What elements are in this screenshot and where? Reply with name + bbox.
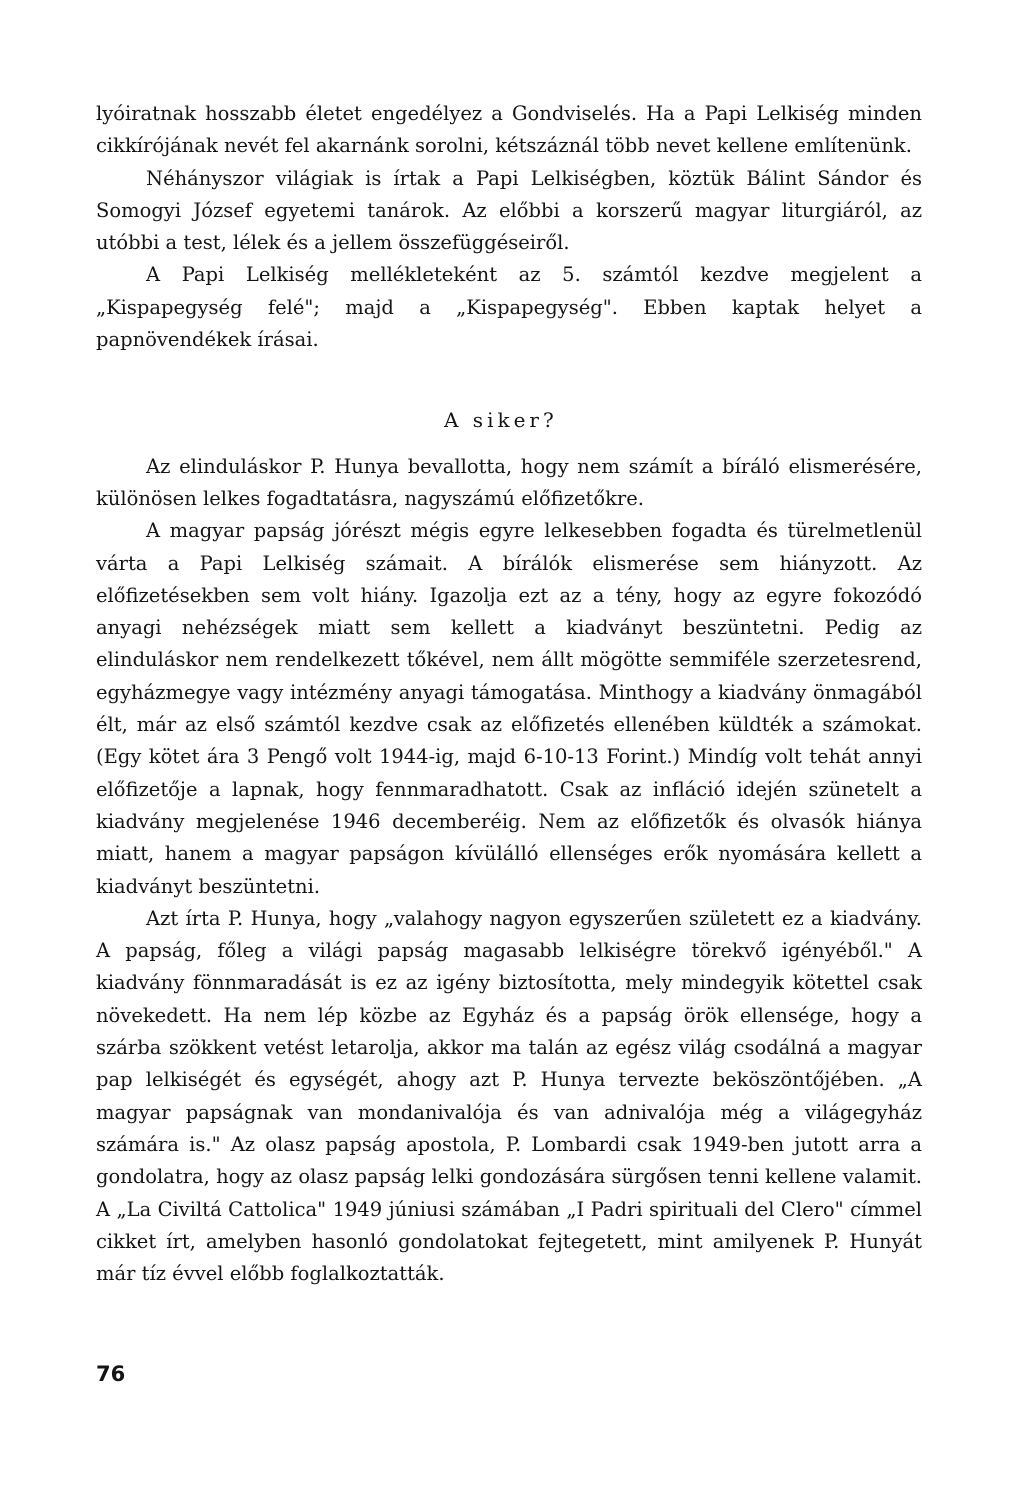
section-heading: A siker? bbox=[444, 408, 558, 433]
paragraph-lay-authors: Néhányszor világiak is írtak a Papi Lelkiségben, köztük Bálint Sándor és Somogyi József egyetemi tanárok. Az előbbi a korszerű magyar liturgiáról, az utóbbi a test, lélek és a jellem összefüggéseiről. bbox=[96, 166, 922, 255]
paragraph-opening: lyóiratnak hosszabb életet engedélyez a Gondviselés. Ha a Papi Lelkiség minden cikkírójának nevét fel akarnánk sorolni, kétszáznál több nevet kellene említenünk. bbox=[96, 102, 922, 158]
paragraph-launch: Az elinduláskor P. Hunya bevallotta, hogy nem számít a bíráló elismerésére, különösen lelkes fogadtatásra, nagyszámú előfizetőkre. bbox=[96, 454, 922, 510]
paragraph-supplement: A Papi Lelkiség mellékleteként az 5. számtól kezdve megjelent a „Kispapegység felé"; majd a „Kispapegység". Ebben kaptak helyet a papnövendékek írásai. bbox=[96, 263, 922, 352]
page-body bbox=[96, 98, 922, 1290]
paragraph-hunya-quote: Azt írta P. Hunya, hogy „valahogy nagyon egyszerűen született ez a kiadvány. A papság, főleg a világi papság magasabb lelkiségre törekvő igényéből." A kiadvány fönnmaradását is ez az igény biztosította, mely mindegyik kötettel csak növekedett. Ha nem lép közbe az Egyház és a papság örök ellensége, hogy a szárba szökkent vetést letarolja, akkor ma talán az egész világ csodálná a magyar pap lelkiségét és egységét, ahogy azt P. Hunya tervezte beköszöntőjében. „A magyar papságnak van mondanivalója és van adnivalója még a világegyház számára is." Az olasz papság apostola, P. Lombardi csak 1949-ben jutott arra a gondolatra, hogy az olasz papság lelki gondozására sürgősen tenni kellene valamit. A „La Civiltá Cattolica" 1949 júniusi számában „I Padri spirituali del Clero" címmel cikket írt, amelyben hasonló gondolatokat fejtegetett, mint amilyenek P. Hunyát már tíz évvel előbb foglalkoztatták. bbox=[96, 906, 922, 1286]
page-number: 76 bbox=[96, 1362, 126, 1386]
spacer bbox=[96, 437, 922, 451]
spacer bbox=[96, 356, 922, 404]
paragraph-reception: A magyar papság jórészt mégis egyre lelkesebben fogadta és türelmetlenül várta a Papi Lelkiség számait. A bírálók elismerése sem hiányzott. Az előfizetésekben sem volt hiány. Igazolja ezt az a tény, hogy az egyre fokozódó anyagi nehézségek miatt sem kellett a kiadványt beszüntetni. Pedig az elinduláskor nem rendelkezett tőkével, nem állt mögötte semmiféle szerzetesrend, egyházmegye vagy intézmény anyagi támogatása. Minthogy a kiadvány önmagából élt, már az első számtól kezdve csak az előfizetés ellenében küldték a számokat. (Egy kötet ára 3 Pengő volt 1944-ig, majd 6-10-13 Forint.) Mindíg volt tehát annyi előfizetője a lapnak, hogy fennmaradhatott. Csak az infláció idején szünetelt a kiadvány megjelenése 1946 decemberéig. Nem az előfizetők és olvasók hiánya miatt, hanem a magyar papságon kívülálló ellenséges erők nyomására kellett a kiadványt beszüntetni. bbox=[96, 519, 922, 898]
